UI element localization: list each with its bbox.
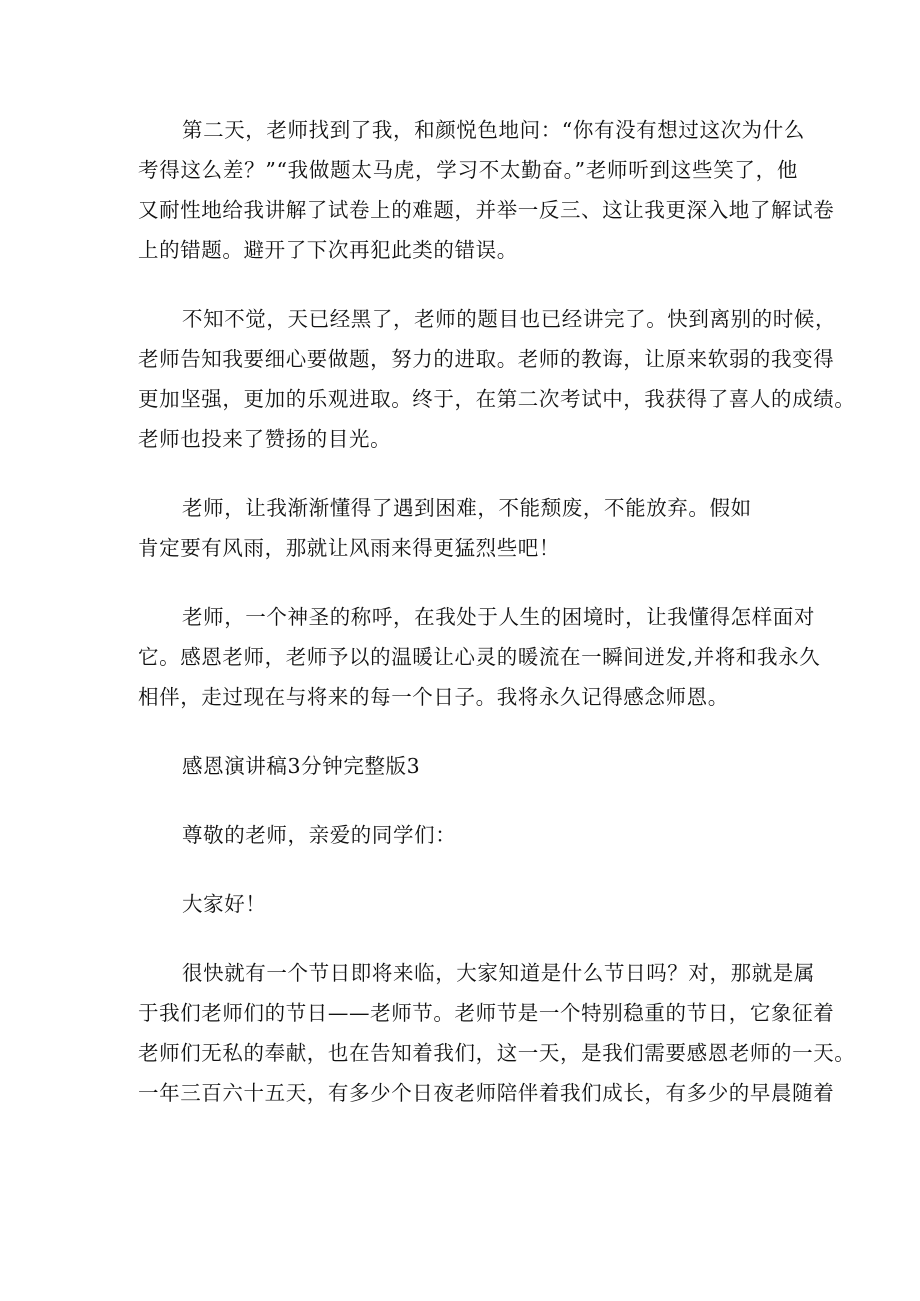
- text-line: 一年三百六十五天，有多少个日夜老师陪伴着我们成长，有多少的早晨随着: [138, 1081, 835, 1105]
- text-line: 更加坚强，更加的乐观进取。终于，在第二次考试中，我获得了喜人的成绩。: [138, 387, 856, 411]
- text-line: 它。感恩老师，老师予以的温暖让心灵的暖流在一瞬间迸发,并将和我永久: [138, 645, 821, 669]
- text-line: 相伴，走过现在与将来的每一个日子。我将永久记得感念师恩。: [138, 685, 729, 709]
- paragraph-2: [138, 299, 856, 459]
- section-heading: [138, 746, 798, 786]
- text-line: 老师告知我要细心要做题，努力的进取。老师的教诲，让原来软弱的我变得: [138, 347, 835, 371]
- salutation: [138, 815, 798, 855]
- text-line: 考得这么差？”“我做题太马虎，学习不太勤奋。”老师听到这些笑了，他: [138, 158, 798, 182]
- text-line: 又耐性地给我讲解了试卷上的难题，并举一反三、这让我更深入地了解试卷: [138, 198, 835, 222]
- text-line: 大家好！: [182, 892, 267, 916]
- paragraph-4: [138, 597, 821, 717]
- text-line: 老师，让我渐渐懂得了遇到困难，不能颓废，不能放弃。假如: [182, 496, 752, 520]
- paragraph-3: [138, 488, 798, 568]
- text-line: 第二天，老师找到了我，和颜悦色地问：“你有没有想过这次为什么: [182, 118, 805, 142]
- text-line: 老师，一个神圣的称呼，在我处于人生的困境时，让我懂得怎样面对: [182, 605, 815, 629]
- text-line: 肯定要有风雨，那就让风雨来得更猛烈些吧！: [138, 536, 560, 560]
- text-line: 老师也投来了赞扬的目光。: [138, 427, 392, 451]
- heading-text: 感恩演讲稿3分钟完整版3: [182, 754, 421, 778]
- text-line: 很快就有一个节日即将来临，大家知道是什么节日吗？对，那就是属: [182, 961, 815, 985]
- document-body: [138, 110, 856, 1113]
- text-line: 不知不觉，天已经黑了，老师的题目也已经讲完了。快到离别的时候，: [182, 307, 837, 331]
- text-line: 老师们无私的奉献，也在告知着我们，这一天，是我们需要感恩老师的一天。: [138, 1041, 856, 1065]
- greeting: [138, 884, 798, 924]
- text-line: 上的错题。避开了下次再犯此类的错误。: [138, 238, 518, 262]
- text-line: 尊敬的老师，亲爱的同学们：: [182, 823, 457, 847]
- text-line: 于我们老师们的节日——老师节。老师节是一个特别稳重的节日，它象征着: [138, 1001, 835, 1025]
- paragraph-5: [138, 953, 856, 1113]
- paragraph-1: [138, 110, 835, 270]
